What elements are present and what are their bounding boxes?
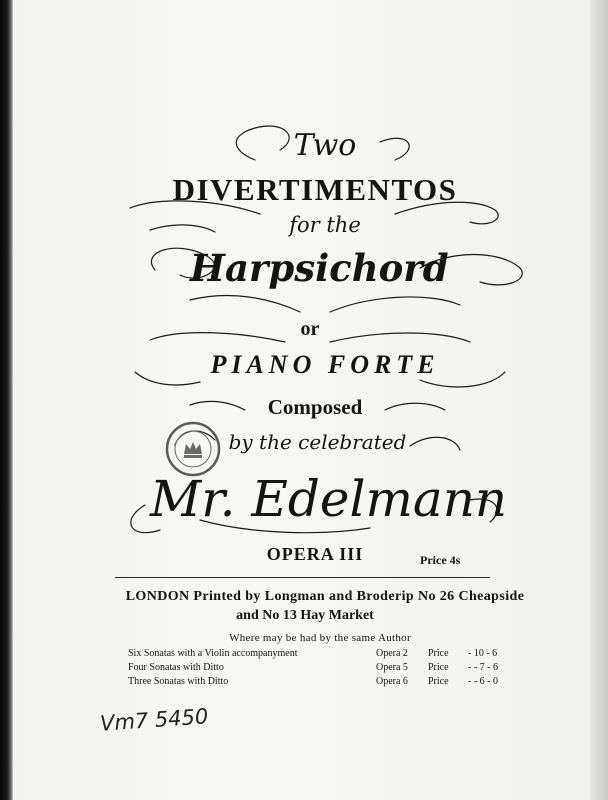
- catalogue-work: Six Sonatas with a Violin accompanyment: [128, 648, 298, 659]
- catalogue-price-amount: - - 6 - 0: [468, 676, 498, 687]
- catalogue-work: Three Sonatas with Ditto: [128, 676, 229, 687]
- divider-rule: [115, 577, 490, 578]
- line-harpsichord: Harpsichord: [190, 246, 449, 290]
- catalogue-heading: Where may be had by the same Author: [229, 632, 411, 644]
- catalogue-price-amount: - 10 - 6: [468, 648, 498, 659]
- library-stamp: [164, 420, 222, 478]
- catalogue-opus: Opera 6: [376, 676, 408, 687]
- catalogue-opus: Opera 5: [376, 662, 408, 673]
- catalogue-price-label: Price: [428, 676, 449, 687]
- catalogue-opus: Opera 2: [376, 648, 408, 659]
- line-divertimentos: DIVERTIMENTOS: [172, 172, 458, 207]
- line-piano-forte: PIANO FORTE: [210, 350, 440, 379]
- composer-name: Mr. Edelmann: [150, 470, 508, 528]
- line-by-the-celebrated: by the celebrated: [228, 430, 407, 454]
- imprint-line-2: and No 13 Hay Market: [236, 608, 374, 623]
- catalogue-price-label: Price: [428, 662, 449, 673]
- line-two: Two: [293, 128, 357, 163]
- catalogue-price-amount: - - 7 - 6: [468, 662, 498, 673]
- imprint-line-1: LONDON Printed by Longman and Broderip No 26 Cheapside: [125, 589, 525, 604]
- line-or: or: [300, 318, 320, 340]
- catalogue-price-label: Price: [428, 648, 449, 659]
- line-composed: Composed: [267, 395, 363, 419]
- opus-number: OPERA III: [266, 544, 364, 564]
- line-for-the: for the: [289, 213, 361, 237]
- catalogue-item: [128, 662, 528, 675]
- price: Price 4s: [420, 553, 461, 567]
- shelfmark: Vm7 5450: [99, 704, 210, 736]
- catalogue-item: [128, 648, 528, 661]
- catalogue-item: [128, 676, 528, 689]
- catalogue-work: Four Sonatas with Ditto: [128, 662, 224, 673]
